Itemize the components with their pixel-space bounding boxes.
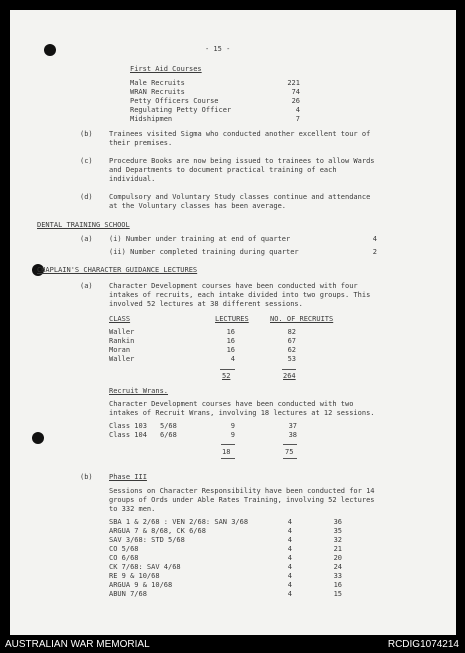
lectures-recruits: 53 [287,355,296,363]
phase-group: CO 5/68 [109,545,139,553]
lectures-class: Moran [109,346,131,354]
col-class-header: CLASS [109,315,131,323]
lectures-recruits: 67 [287,337,296,345]
footer-source: AUSTRALIAN WAR MEMORIAL [5,639,150,650]
phase-men: 21 [333,545,342,553]
phase-men: 16 [333,581,342,589]
lectures-count: 16 [226,328,235,336]
lectures-recruits: 82 [287,328,296,336]
phase-lectures: 4 [287,572,292,580]
phase-group: ARGUA 9 & 10/68 [109,581,173,589]
phase-lectures: 4 [287,554,292,562]
lectures-class: Rankin [109,337,135,345]
chaplain-marker-b: (b) [80,473,93,481]
lectures-count: 4 [230,355,235,363]
first-aid-value: 4 [295,106,300,114]
note-marker: (b) [80,130,93,138]
lectures-recruits: 62 [287,346,296,354]
rule [282,369,296,370]
chaplain-intro-line: intakes of recruits, each intake divided into two groups. This [109,291,371,299]
dental-value: 2 [372,248,377,256]
first-aid-value: 7 [295,115,300,123]
archive-footer [0,635,465,653]
phase-lectures: 4 [287,536,292,544]
phase-group: CO 6/68 [109,554,139,562]
dental-value: 4 [372,235,377,243]
rule [283,444,297,445]
phase-men: 36 [333,518,342,526]
phase-group: ARGUA 7 & 8/68, CK 6/68 [109,527,206,535]
first-aid-label: WRAN Recruits [130,88,185,96]
lectures-total: 52 [222,372,231,380]
first-aid-heading: First Aid Courses [130,65,202,73]
phase-group: CK 7/68: SAV 4/68 [109,563,181,571]
note-line: individual. [109,175,156,183]
lectures-class: Waller [109,355,135,363]
phase-lectures: 4 [287,563,292,571]
note-line: Trainees visited Sigma who conducted another excellent tour of [109,130,371,138]
first-aid-label: Midshipmen [130,115,173,123]
chaplain-intro-line: involved 52 lectures at 38 different sessions. [109,300,303,308]
col-lectures-header: LECTURES [215,315,249,323]
wrans-class: Class 103 [109,422,147,430]
phase-men: 15 [333,590,342,598]
phase-lectures: 4 [287,527,292,535]
rule [221,458,235,459]
phase-men: 33 [333,572,342,580]
phase-heading: Phase III [109,473,147,481]
first-aid-value: 26 [291,97,300,105]
note-line: Compulsory and Voluntary Study classes continue and attendance [109,193,371,201]
wrans-lectures-total: 18 [222,448,231,456]
lectures-count: 16 [226,337,235,345]
wrans-date: 6/68 [160,431,177,439]
wrans-intro-line: Character Development courses have been conducted with two [109,400,354,408]
first-aid-label: Regulating Petty Officer [130,106,232,114]
note-line: at the Voluntary classes has been average. [109,202,287,210]
phase-group: RE 9 & 10/68 [109,572,160,580]
dental-marker: (a) [80,235,93,243]
phase-group: SBA 1 & 2/68 : VEN 2/68: SAN 3/68 [109,518,249,526]
wrans-recruits-total: 75 [285,448,294,456]
first-aid-label: Male Recruits [130,79,185,87]
phase-lectures: 4 [287,518,292,526]
phase-lectures: 4 [287,581,292,589]
phase-intro-line: Sessions on Character Responsibility have been conducted for 14 [109,487,375,495]
wrans-class: Class 104 [109,431,147,439]
dental-label: (i) Number under training at end of quarter [109,235,291,243]
wrans-heading: Recruit Wrans. [109,387,169,395]
chaplain-heading: CHAPLAIN'S CHARACTER GUIDANCE LECTURES [37,266,198,274]
first-aid-value: 221 [287,79,300,87]
chaplain-intro-line: Character Development courses have been conducted with four [109,282,358,290]
phase-lectures: 4 [287,590,292,598]
note-marker: (d) [80,193,93,201]
wrans-recruits: 38 [288,431,297,439]
phase-intro-line: groups of Ords under Able Rates Training, involving 52 lectures [109,496,375,504]
first-aid-value: 74 [291,88,300,96]
phase-men: 20 [333,554,342,562]
punch-hole [32,432,44,444]
phase-men: 35 [333,527,342,535]
wrans-intro-line: intakes of Recruit Wrans, involving 18 lectures at 12 sessions. [109,409,375,417]
document-page [10,10,456,635]
note-line: Procedure Books are now being issued to trainees to allow Wards [109,157,375,165]
first-aid-label: Petty Officers Course [130,97,219,105]
wrans-recruits: 37 [288,422,297,430]
wrans-lectures: 9 [230,431,235,439]
phase-men: 32 [333,536,342,544]
phase-group: SAV 3/68: STD 5/68 [109,536,185,544]
dental-heading: DENTAL TRAINING SCHOOL [37,221,130,229]
rule [283,458,297,459]
phase-lectures: 4 [287,545,292,553]
col-recruits-header: NO. OF RECRUITS [270,315,334,323]
lectures-class: Waller [109,328,135,336]
phase-group: ABUN 7/68 [109,590,147,598]
rule [221,444,235,445]
chaplain-marker-a: (a) [80,282,93,290]
punch-hole [44,44,56,56]
dental-label: (ii) Number completed training during quarter [109,248,299,256]
note-line: their premises. [109,139,173,147]
wrans-date: 5/68 [160,422,177,430]
note-line: and Departments to document practical training of each [109,166,337,174]
phase-intro-line: to 332 men. [109,505,156,513]
lectures-count: 16 [226,346,235,354]
phase-men: 24 [333,563,342,571]
page-number: - 15 - [205,45,231,53]
rule [220,369,235,370]
recruits-total: 264 [283,372,296,380]
note-marker: (c) [80,157,93,165]
footer-id: RCDIG1074214 [387,639,459,650]
wrans-lectures: 9 [230,422,235,430]
